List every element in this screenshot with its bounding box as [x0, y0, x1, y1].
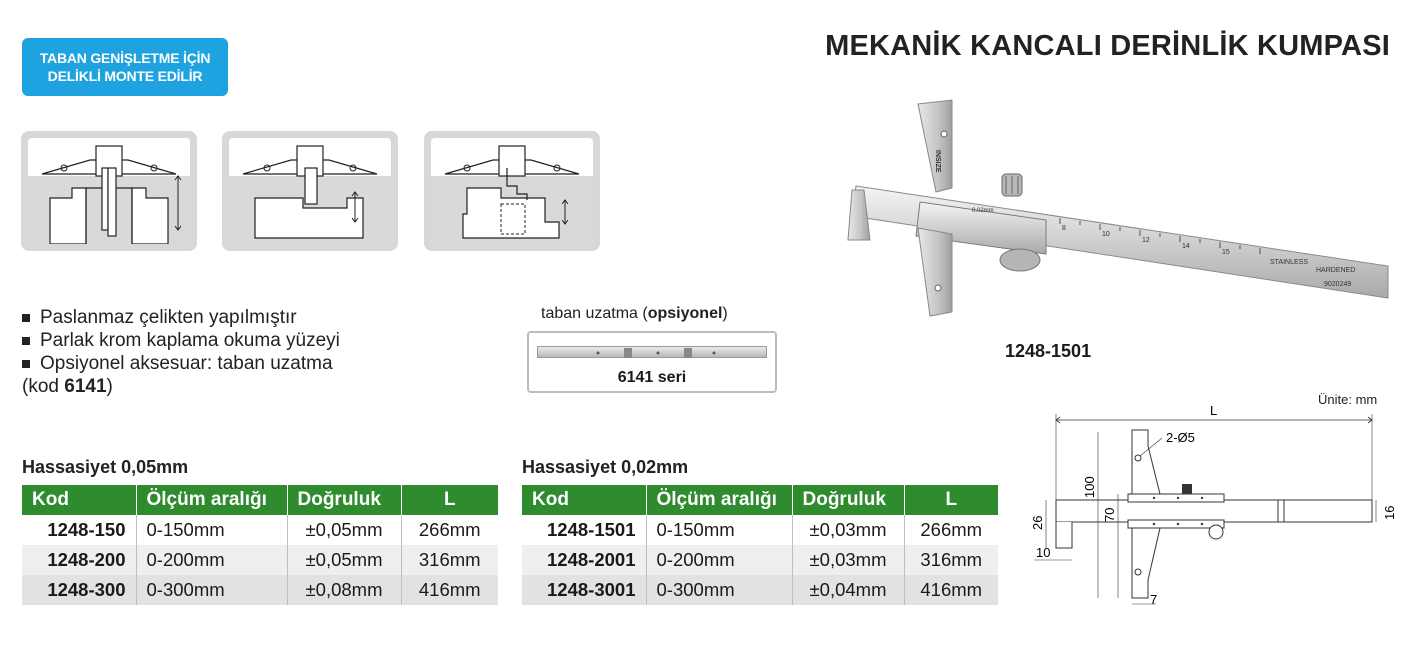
dim-10: 10 — [1036, 545, 1051, 560]
column-header-length: L — [904, 485, 998, 515]
stainless-text: STAINLESS — [1270, 259, 1308, 266]
feature-list — [22, 306, 340, 398]
cell-range: 0-150mm — [646, 515, 792, 545]
resolution-text: 0.02mm — [972, 208, 994, 214]
option-label-suffix: ) — [722, 305, 728, 322]
column-header-kod: Kod — [522, 485, 646, 515]
cell-length: 266mm — [904, 515, 998, 545]
application-diagram-1 — [21, 131, 197, 251]
scale-label: 8 — [1062, 225, 1066, 232]
spec-table-005 — [22, 485, 498, 605]
base-extension-bar-icon — [537, 346, 767, 358]
depth-caliper-image — [840, 90, 1396, 330]
feature-badge — [22, 38, 228, 96]
badge-line-1: TABAN GENİŞLETME İÇİN — [39, 50, 211, 66]
option-box — [527, 331, 777, 393]
feature-item: Opsiyonel aksesuar: taban uzatma — [22, 352, 340, 375]
cell-length: 416mm — [904, 575, 998, 605]
column-header-range: Ölçüm aralığı — [136, 485, 287, 515]
option-code: 6141 seri — [617, 369, 687, 386]
cell-accuracy: ±0,05mm — [287, 515, 401, 545]
hole-depth-diagram-icon — [229, 138, 391, 244]
dim-26: 26 — [1030, 515, 1045, 530]
column-header-accuracy: Doğruluk — [287, 485, 401, 515]
cell-range: 0-200mm — [136, 545, 287, 575]
dim-7: 7 — [1150, 592, 1158, 607]
application-diagram-2 — [222, 131, 398, 251]
feature-item-continuation — [22, 375, 340, 398]
cell-accuracy: ±0,05mm — [287, 545, 401, 575]
feature-code-prefix: (kod — [22, 376, 65, 397]
table2-title: Hassasiyet 0,02mm — [522, 457, 689, 477]
feature-code-suffix: ) — [106, 376, 113, 397]
table-row — [22, 515, 498, 545]
cell-range: 0-150mm — [136, 515, 287, 545]
column-header-length: L — [401, 485, 498, 515]
step-depth-diagram-icon — [28, 138, 190, 244]
table-row — [522, 515, 998, 545]
option-label-bold: opsiyonel — [647, 305, 723, 322]
dim-L: L — [1210, 403, 1218, 418]
option-label-prefix: taban uzatma ( — [541, 305, 648, 322]
scale-label: 14 — [1182, 243, 1190, 250]
dim-100: 100 — [1082, 476, 1097, 498]
cell-kod: 1248-200 — [22, 545, 136, 575]
column-header-kod: Kod — [22, 485, 136, 515]
brand-text: INSIZE — [934, 150, 941, 173]
cell-length: 316mm — [401, 545, 498, 575]
dim-holes: 2-Ø5 — [1166, 430, 1195, 445]
hardened-text: HARDENED — [1316, 267, 1356, 274]
cell-kod: 1248-3001 — [522, 575, 646, 605]
cell-range: 0-300mm — [646, 575, 792, 605]
table-row — [22, 575, 498, 605]
scale-label: 15 — [1222, 249, 1230, 256]
cell-range: 0-200mm — [646, 545, 792, 575]
cell-kod: 1248-1501 — [522, 515, 646, 545]
cell-accuracy: ±0,08mm — [287, 575, 401, 605]
feature-item: Parlak krom kaplama okuma yüzeyi — [22, 329, 340, 352]
table-header-row — [522, 485, 998, 515]
cell-kod: 1248-150 — [22, 515, 136, 545]
dim-16: 16 — [1382, 505, 1397, 520]
cell-length: 416mm — [401, 575, 498, 605]
cell-kod: 1248-300 — [22, 575, 136, 605]
column-header-range: Ölçüm aralığı — [646, 485, 792, 515]
unit-label: Ünite: mm — [1318, 392, 1378, 407]
cell-accuracy: ±0,04mm — [792, 575, 904, 605]
option-label — [541, 305, 728, 323]
dim-70: 70 — [1102, 507, 1117, 522]
spec-table-002 — [522, 485, 998, 605]
table-header-row — [22, 485, 498, 515]
serial-text: 9020249 — [1324, 281, 1352, 288]
column-header-accuracy: Doğruluk — [792, 485, 904, 515]
cell-accuracy: ±0,03mm — [792, 545, 904, 575]
cell-length: 316mm — [904, 545, 998, 575]
cell-range: 0-300mm — [136, 575, 287, 605]
table-row — [22, 545, 498, 575]
cell-kod: 1248-2001 — [522, 545, 646, 575]
groove-depth-diagram-icon — [431, 138, 593, 244]
cell-accuracy: ±0,03mm — [792, 515, 904, 545]
table-row — [522, 545, 998, 575]
application-diagram-3 — [424, 131, 600, 251]
product-model: 1248-1501 — [1005, 341, 1092, 361]
cell-length: 266mm — [401, 515, 498, 545]
scale-label: 12 — [1142, 237, 1150, 244]
badge-line-2: DELİKLİ MONTE EDİLİR — [47, 68, 203, 84]
table-row — [522, 575, 998, 605]
page-title: MEKANİK KANCALI DERİNLİK KUMPASI — [825, 30, 1390, 62]
dimension-drawing — [1020, 398, 1400, 612]
feature-code: 6141 — [64, 376, 107, 397]
feature-item: Paslanmaz çelikten yapılmıştır — [22, 306, 340, 329]
table1-title: Hassasiyet 0,05mm — [22, 457, 189, 477]
scale-label: 10 — [1102, 231, 1110, 238]
